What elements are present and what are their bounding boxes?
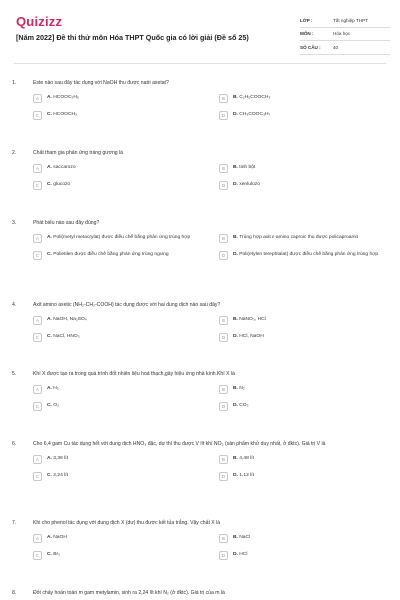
meta-label: MÔN : <box>300 31 314 37</box>
question-6 <box>12 441 392 484</box>
option-value: HCOOC₂H₅ <box>53 95 79 101</box>
option-value: CH₃COOC₃H₇ <box>239 112 271 118</box>
option-value: Polietilen được điều chế bằng phản ứng trùng ngưng <box>53 252 169 258</box>
option-key: B. <box>233 165 238 171</box>
meta-label: SỐ CÂU : <box>300 44 321 50</box>
option-letter-badge: B <box>219 234 228 243</box>
option-letter-badge: C <box>33 251 42 260</box>
option-text <box>233 180 260 189</box>
option-text <box>47 110 77 119</box>
option-text <box>233 163 255 172</box>
option-letter-badge: B <box>219 164 228 173</box>
option-text <box>47 471 68 480</box>
option-letter-badge: C <box>33 472 42 481</box>
answer-option-c[interactable] <box>33 471 216 484</box>
answer-option-c[interactable] <box>33 110 216 123</box>
question-2 <box>12 150 392 193</box>
header-divider <box>14 63 386 64</box>
meta-label: LỚP : <box>300 17 313 23</box>
option-letter-badge: B <box>219 316 228 325</box>
option-key: D. <box>233 182 238 188</box>
question-7 <box>12 520 392 563</box>
option-text <box>233 533 250 542</box>
answer-option-a[interactable] <box>33 93 216 106</box>
option-text <box>47 93 79 102</box>
option-value: HCl, NaOH <box>239 334 264 340</box>
answer-options <box>33 233 392 263</box>
option-value: Br₂ <box>53 552 61 558</box>
option-value: tinh bột <box>239 165 256 171</box>
question-1 <box>12 80 392 123</box>
option-letter-badge: A <box>33 455 42 464</box>
meta-row-class <box>300 14 390 28</box>
option-value: C₂H₅COOCH₃ <box>239 95 271 101</box>
answer-option-d[interactable] <box>219 180 400 193</box>
answer-option-c[interactable] <box>33 250 216 263</box>
option-key: C. <box>47 473 52 479</box>
option-text <box>233 93 270 102</box>
option-key: C. <box>47 403 52 409</box>
question-text: Chất tham gia phản ứng tráng gương là <box>33 150 124 156</box>
option-text <box>47 163 76 172</box>
option-value: Poli(metyl metacrylat) được điều chế bằng phản ứng trùng hợp <box>53 235 191 241</box>
option-key: A. <box>47 456 52 462</box>
answer-option-a[interactable] <box>33 454 216 467</box>
option-text <box>47 332 80 341</box>
answer-option-d[interactable] <box>219 332 400 345</box>
option-text <box>233 332 264 341</box>
option-letter-badge: D <box>219 333 228 342</box>
question-number: 2. <box>12 150 17 156</box>
option-value: glucozo <box>53 182 71 188</box>
answer-option-d[interactable] <box>219 550 400 563</box>
answer-option-b[interactable] <box>219 163 400 176</box>
option-letter-badge: C <box>33 333 42 342</box>
option-value: 3,36 lít <box>53 456 68 462</box>
question-number: 8. <box>12 590 17 596</box>
option-letter-badge: B <box>219 534 228 543</box>
question-header <box>12 520 392 527</box>
option-value: H₂ <box>53 386 59 392</box>
option-key: B. <box>233 235 238 241</box>
meta-value: Hóa học <box>333 31 351 37</box>
answer-option-b[interactable] <box>219 533 400 546</box>
option-letter-badge: D <box>219 251 228 260</box>
option-text <box>47 550 60 559</box>
option-letter-badge: A <box>33 385 42 394</box>
option-letter-badge: A <box>33 234 42 243</box>
option-text <box>233 233 358 242</box>
option-letter-badge: B <box>219 94 228 103</box>
meta-row-count <box>300 41 390 55</box>
option-letter-badge: C <box>33 402 42 411</box>
option-value: HCl <box>239 552 248 558</box>
option-text <box>233 471 254 480</box>
option-value: NaNO₃, HCl <box>239 317 266 323</box>
option-text <box>47 384 59 393</box>
question-text: Khí X được tạo ra trong quá trình đốt nhiên liệu hoá thạch,gây hiệu ứng nhà kính.Khí X là <box>33 371 235 377</box>
question-text: Đốt cháy hoàn toàn m gam metylamin, sinh ra 2,24 lít khí N₂ (ở đktc). Giá trị của m là <box>33 590 225 596</box>
option-value: O₂ <box>53 403 59 409</box>
option-value: Poli(etylen terephtalat) được điều chế bằng phản ứng trùng hợp <box>239 252 379 258</box>
option-key: C. <box>47 252 52 258</box>
meta-value: 40 <box>333 44 339 50</box>
answer-option-b[interactable] <box>219 454 400 467</box>
answer-option-b[interactable] <box>219 315 400 328</box>
option-text <box>233 384 245 393</box>
question-text: Cho 6,4 gam Cu tác dụng hết với dung dịch HNO₃ đặc, dư thì thu được V lít khí NO₂ (sản phẩm khử duy nhất, ở đktc). Giá trị V là <box>33 441 326 447</box>
answer-option-a[interactable] <box>33 233 216 246</box>
option-key: D. <box>233 403 238 409</box>
question-4 <box>12 302 392 345</box>
option-key: B. <box>233 535 238 541</box>
answer-option-b[interactable] <box>219 233 400 246</box>
question-number: 7. <box>12 520 17 526</box>
quizizz-logo: Quizizz <box>16 14 63 29</box>
option-text <box>47 250 169 259</box>
option-letter-badge: A <box>33 534 42 543</box>
option-value: saccarozo <box>53 165 76 171</box>
option-text <box>233 454 254 463</box>
option-letter-badge: A <box>33 94 42 103</box>
option-letter-badge: A <box>33 164 42 173</box>
option-value: xenlulozo <box>239 182 260 188</box>
answer-option-a[interactable] <box>33 384 216 397</box>
answer-option-b[interactable] <box>219 93 400 106</box>
option-key: C. <box>47 552 52 558</box>
answer-option-d[interactable] <box>219 250 400 263</box>
option-letter-badge: B <box>219 385 228 394</box>
question-header <box>12 302 392 309</box>
answer-options <box>33 384 392 414</box>
option-text <box>47 233 190 242</box>
question-number: 3. <box>12 220 17 226</box>
question-text: Khi cho phenol tác dụng với dung dịch X (dư) thu được kết tủa trắng. Vậy chất X là <box>33 520 221 526</box>
answer-option-c[interactable] <box>33 180 216 193</box>
option-text <box>47 180 70 189</box>
question-number: 5. <box>12 371 17 377</box>
option-key: D. <box>233 252 238 258</box>
answer-option-d[interactable] <box>219 110 400 123</box>
option-text <box>47 315 87 324</box>
option-value: N₂ <box>239 386 245 392</box>
question-header <box>12 371 392 378</box>
option-letter-badge: B <box>219 455 228 464</box>
option-key: C. <box>47 112 52 118</box>
option-text <box>47 533 67 542</box>
answer-option-a[interactable] <box>33 163 216 176</box>
option-value: HCOOCH₃ <box>53 112 77 118</box>
question-header <box>12 150 392 157</box>
option-letter-badge: A <box>33 316 42 325</box>
answer-option-c[interactable] <box>33 401 216 414</box>
option-text <box>47 401 59 410</box>
option-letter-badge: C <box>33 551 42 560</box>
option-text <box>47 454 68 463</box>
question-number: 6. <box>12 441 17 447</box>
answer-options <box>33 315 392 345</box>
question-5 <box>12 371 392 414</box>
question-text: Axit amino axetic (NH₂-CH₂-COOH) tác dụng được với hai dung dịch nào sau đây? <box>33 302 221 308</box>
answer-option-d[interactable] <box>219 401 400 414</box>
option-text <box>233 401 249 410</box>
option-key: D. <box>233 334 238 340</box>
option-text <box>233 250 378 259</box>
answer-option-a[interactable] <box>33 533 216 546</box>
question-3 <box>12 220 392 263</box>
question-number: 1. <box>12 80 17 86</box>
option-value: NaCl <box>239 535 251 541</box>
meta-row-subject <box>300 28 390 42</box>
option-value: 1,12 lít <box>239 473 254 479</box>
option-value: CO₂ <box>239 403 249 409</box>
option-key: A. <box>47 235 52 241</box>
question-text: Phát biểu nào sau đây đúng? <box>33 220 100 226</box>
question-number: 4. <box>12 302 17 308</box>
option-value: 2,24 lít <box>53 473 68 479</box>
option-letter-badge: D <box>219 111 228 120</box>
option-key: B. <box>233 95 238 101</box>
answer-options <box>33 533 392 563</box>
option-letter-badge: D <box>219 181 228 190</box>
question-header <box>12 441 392 448</box>
question-8 <box>12 590 392 597</box>
meta-value: Tốt nghiệp THPT <box>333 17 368 23</box>
option-key: B. <box>233 456 238 462</box>
option-key: B. <box>233 386 238 392</box>
option-key: B. <box>233 317 238 323</box>
option-key: A. <box>47 317 52 323</box>
option-key: C. <box>47 334 52 340</box>
option-value: 4,48 lít <box>239 456 254 462</box>
option-letter-badge: C <box>33 111 42 120</box>
option-key: A. <box>47 535 52 541</box>
option-letter-badge: C <box>33 181 42 190</box>
option-text <box>233 550 247 559</box>
option-letter-badge: D <box>219 551 228 560</box>
option-text <box>233 315 266 324</box>
option-value: NaOH <box>53 535 67 541</box>
option-key: A. <box>47 95 52 101</box>
option-key: D. <box>233 112 238 118</box>
option-key: D. <box>233 473 238 479</box>
answer-option-c[interactable] <box>33 550 216 563</box>
answer-options <box>33 93 392 123</box>
answer-options <box>33 454 392 484</box>
option-letter-badge: D <box>219 472 228 481</box>
question-text: Este nào sau đây tác dụng với NaOH thu được natri axetat? <box>33 80 169 86</box>
option-key: D. <box>233 552 238 558</box>
option-value: NaOH, Na₂SO₄ <box>53 317 87 323</box>
option-value: NaCl, HNO₃ <box>53 334 80 340</box>
question-header <box>12 590 392 597</box>
option-key: C. <box>47 182 52 188</box>
option-key: A. <box>47 386 52 392</box>
question-header <box>12 220 392 227</box>
option-key: A. <box>47 165 52 171</box>
option-letter-badge: D <box>219 402 228 411</box>
option-value: Trùng hợp axit ε-amino caproic thu được policaproamit <box>239 235 358 241</box>
answer-option-d[interactable] <box>219 471 400 484</box>
answer-option-a[interactable] <box>33 315 216 328</box>
worksheet-title: [Năm 2022] Đề thi thử môn Hóa THPT Quốc gia có lời giải (Đề số 25) <box>16 33 249 42</box>
question-header <box>12 80 392 87</box>
worksheet-meta <box>300 14 390 55</box>
answer-option-b[interactable] <box>219 384 400 397</box>
option-text <box>233 110 270 119</box>
answer-option-c[interactable] <box>33 332 216 345</box>
answer-options <box>33 163 392 193</box>
